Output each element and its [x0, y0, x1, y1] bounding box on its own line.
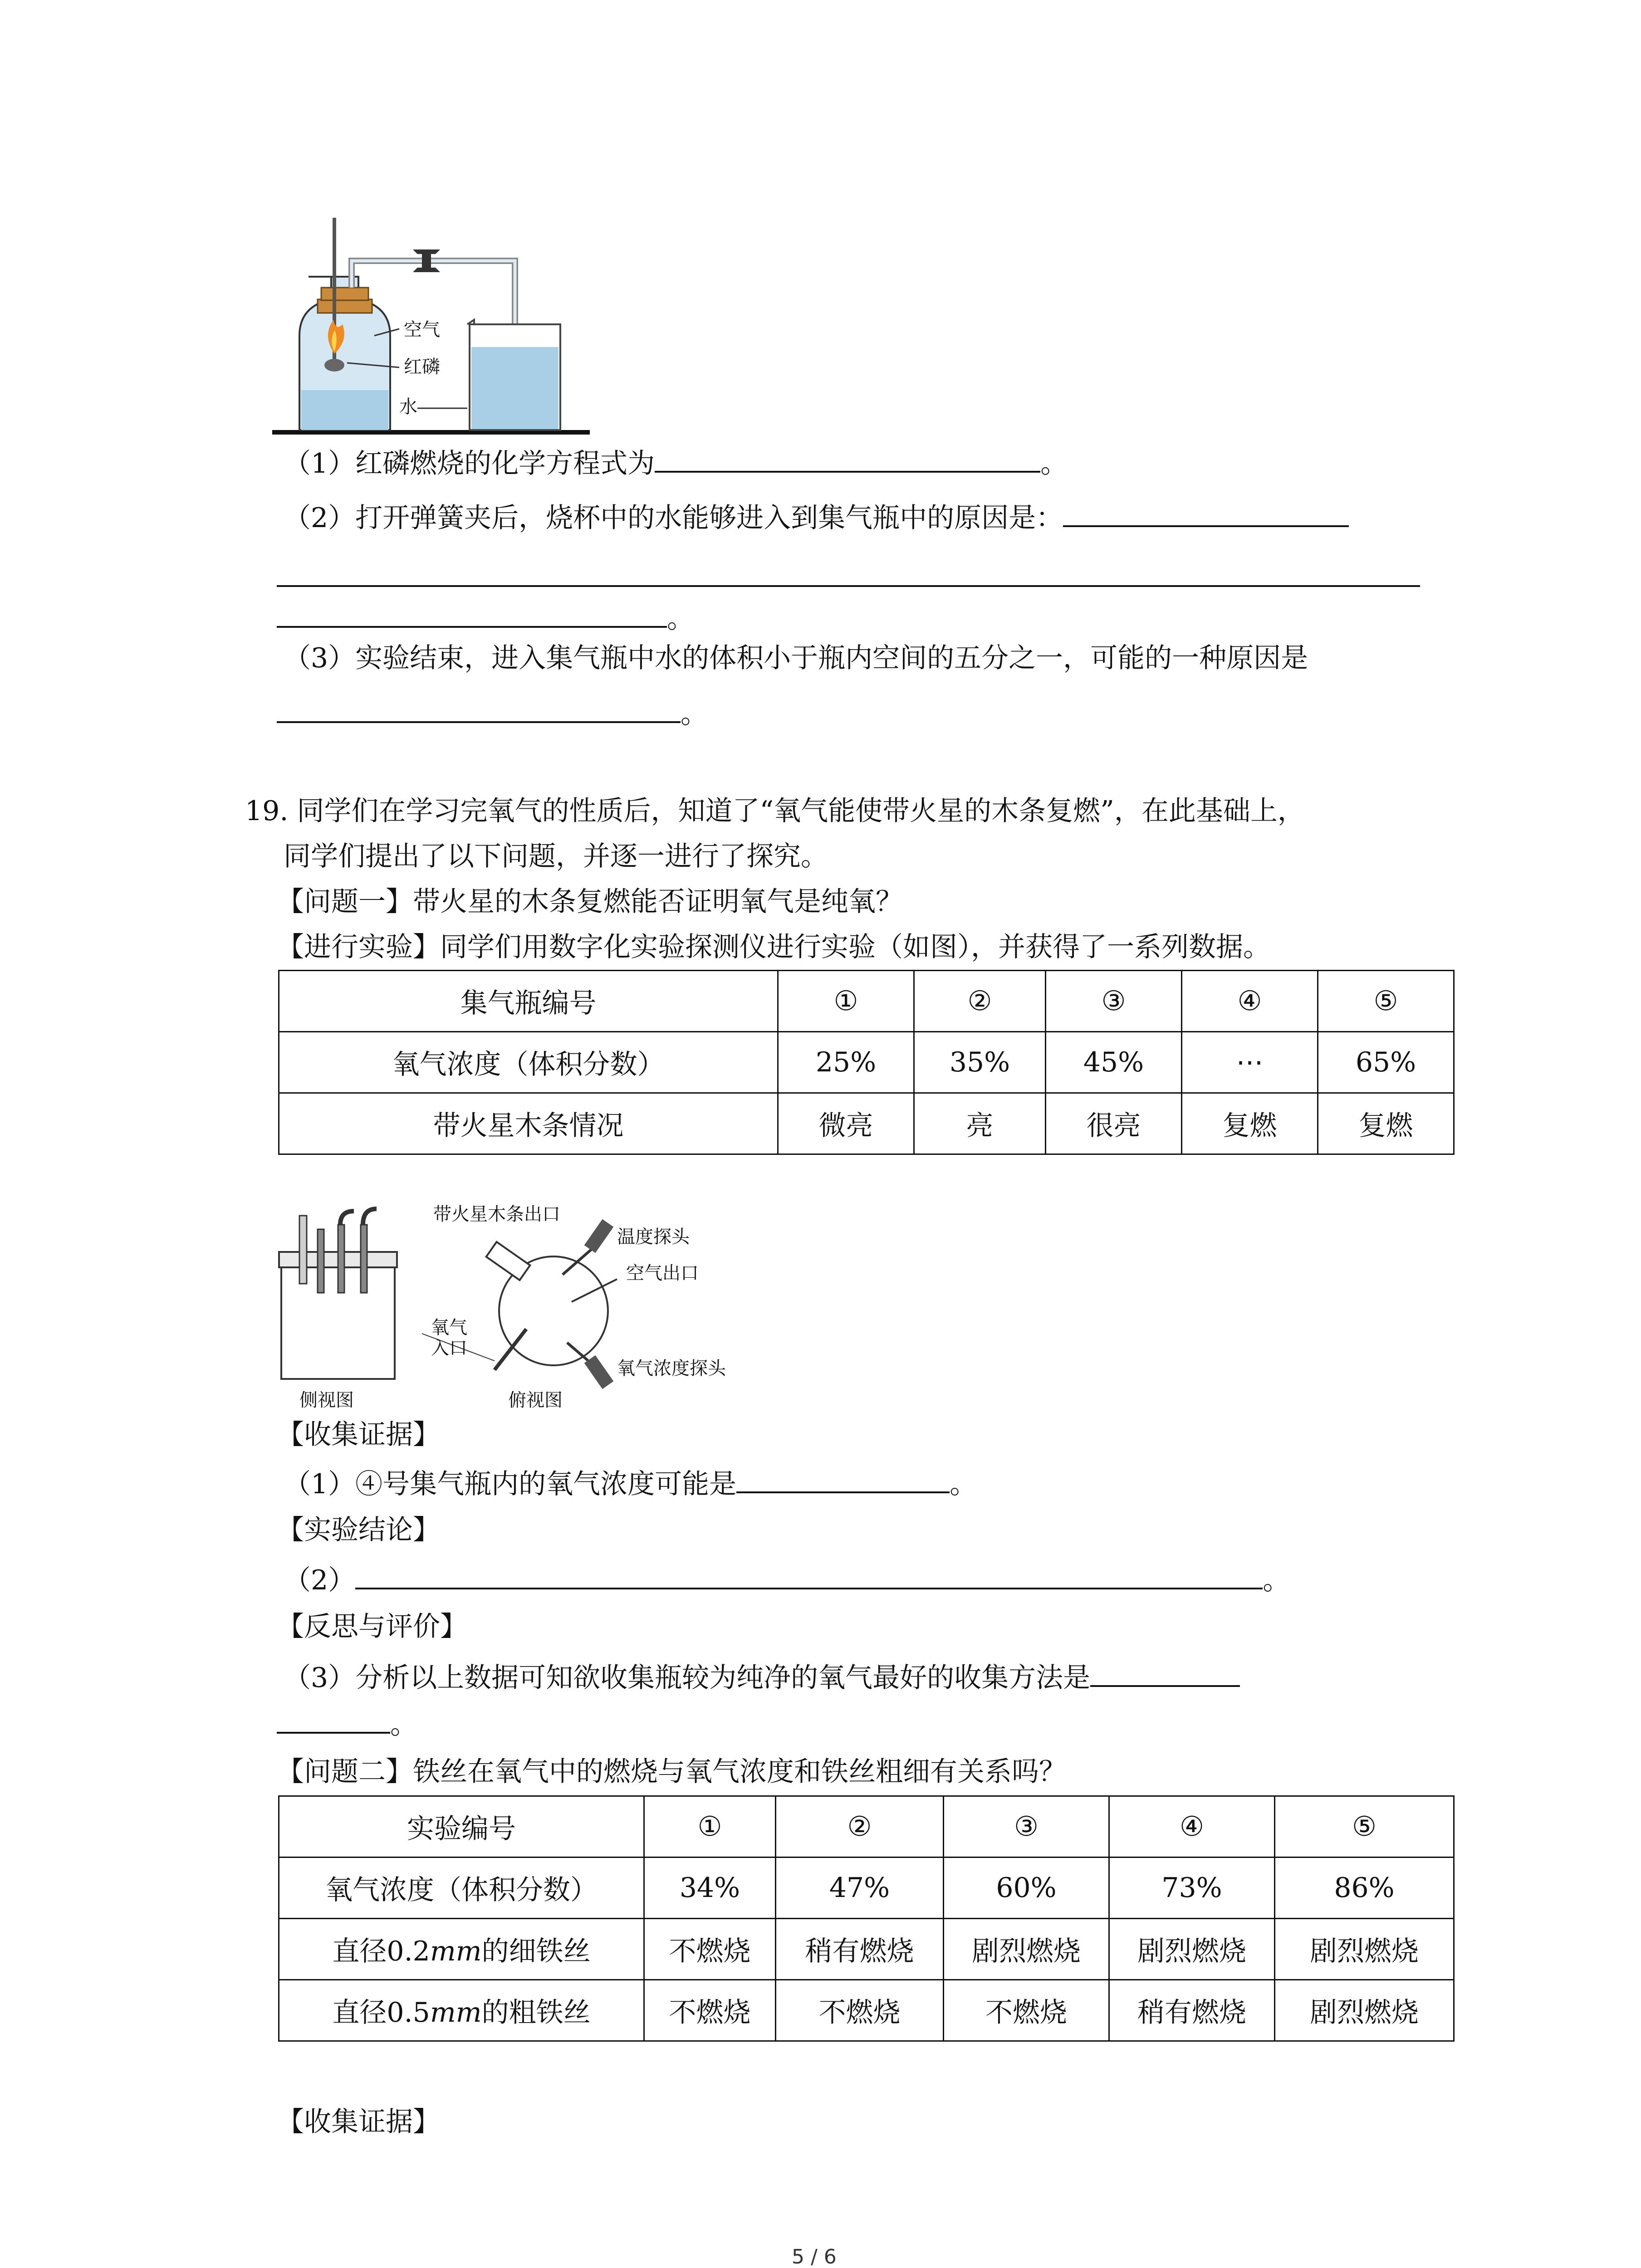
table-cell: 不燃烧: [776, 1980, 944, 2041]
table-cell: ②: [776, 1796, 944, 1857]
table-cell: 亮: [914, 1093, 1046, 1154]
answer-blank[interactable]: [655, 444, 1040, 473]
table-cell: 不燃烧: [644, 1919, 776, 1980]
iron-wire-combustion-table: [278, 1795, 1455, 2042]
table-cell: ①: [778, 971, 914, 1032]
table-cell: 带火星木条情况: [279, 1093, 778, 1154]
label-oxygen-inlet-2: 入口: [431, 1338, 467, 1359]
label-temperature-probe: 温度探头: [617, 1227, 690, 1247]
q19-problem1: 【问题一】带火星的木条复燃能否证明氧气是纯氧？: [277, 886, 903, 918]
table-cell: 直径0.2mm的细铁丝: [279, 1919, 644, 1980]
q19-experiment: 【进行实验】同学们用数字化实验探测仪进行实验（如图），并获得了一系列数据。: [277, 931, 1270, 963]
table-cell: 直径0.5mm的粗铁丝: [279, 1980, 644, 2041]
table-cell: 剧烈燃烧: [1275, 1980, 1454, 2041]
label-air-outlet: 空气出口: [626, 1263, 699, 1284]
label-phosphorus: 红磷: [404, 357, 440, 377]
section-collect-evidence-2: 【收集证据】: [277, 2106, 440, 2138]
table-cell: 不燃烧: [944, 1980, 1109, 2041]
table-cell: 65%: [1318, 1032, 1454, 1093]
table-row: [279, 971, 1454, 1032]
label-water: 水: [399, 396, 417, 417]
table-cell: 不燃烧: [644, 1980, 776, 2041]
table-cell: 35%: [914, 1032, 1046, 1093]
table-cell: 73%: [1109, 1857, 1275, 1919]
answer-blank[interactable]: [277, 585, 1420, 587]
table-cell: ④: [1109, 1796, 1275, 1857]
table-cell: 稍有燃烧: [776, 1919, 944, 1980]
table-cell: ③: [1046, 971, 1182, 1032]
answer-blank[interactable]: [277, 599, 667, 628]
table-cell: ④: [1182, 971, 1318, 1032]
section-conclusion: 【实验结论】: [277, 1514, 440, 1546]
q18-part1: （1）红磷燃烧的化学方程式为 。: [284, 444, 1068, 481]
answer-blank[interactable]: [277, 1705, 390, 1734]
q19-c2: （2） 。: [284, 1560, 1290, 1598]
table-cell: 氧气浓度（体积分数）: [279, 1857, 644, 1919]
q18-part3: （3）实验结束，进入集气瓶中水的体积小于瓶内空间的五分之一，可能的一种原因是: [284, 642, 1308, 674]
digital-detector-figure: [272, 1198, 780, 1415]
answer-blank[interactable]: [277, 694, 681, 723]
table-row: [279, 1980, 1454, 2041]
table-cell: 86%: [1275, 1857, 1454, 1919]
q19-c3-end: 。: [277, 1705, 417, 1742]
table-row: [279, 1093, 1454, 1154]
q19-c3: （3）分析以上数据可知欲收集瓶较为纯净的氧气最好的收集方法是: [284, 1658, 1240, 1695]
q18-part2: （2）打开弹簧夹后，烧杯中的水能够进入到集气瓶中的原因是：: [284, 498, 1349, 535]
label-air: 空气: [404, 319, 440, 340]
oxygen-concentration-table: [278, 970, 1455, 1155]
table-row: [279, 1032, 1454, 1093]
section-reflection: 【反思与评价】: [277, 1611, 467, 1642]
table-cell: 复燃: [1182, 1093, 1318, 1154]
table-cell: 34%: [644, 1857, 776, 1919]
table-cell: ③: [944, 1796, 1109, 1857]
label-oxygen-inlet-1: 氧气: [431, 1317, 467, 1338]
table-cell: 剧烈燃烧: [1109, 1919, 1275, 1980]
table-cell: 集气瓶编号: [279, 971, 778, 1032]
table-cell: 很亮: [1046, 1093, 1182, 1154]
label-top-view: 俯视图: [508, 1390, 563, 1411]
table-cell: 实验编号: [279, 1796, 644, 1857]
answer-blank[interactable]: [736, 1464, 950, 1493]
table-cell: ⑤: [1275, 1796, 1454, 1857]
phosphorus-apparatus-figure: [268, 209, 749, 445]
table-row: [279, 1857, 1454, 1919]
table-cell: 稍有燃烧: [1109, 1980, 1275, 2041]
table-cell: 剧烈燃烧: [944, 1919, 1109, 1980]
table-cell: 45%: [1046, 1032, 1182, 1093]
label-stick-outlet: 带火星木条出口: [433, 1204, 560, 1225]
q19-intro-line1: 19. 同学们在学习完氧气的性质后，知道了“氧气能使带火星的木条复燃”，在此基础上，: [245, 795, 1305, 827]
label-oxygen-probe: 氧气浓度探头: [617, 1358, 726, 1379]
table-cell: ⑤: [1318, 971, 1454, 1032]
table-cell: 氧气浓度（体积分数）: [279, 1032, 778, 1093]
q19-c1: （1）④号集气瓶内的氧气浓度可能是 。: [284, 1464, 977, 1501]
page-number: 5 / 6: [792, 2245, 837, 2268]
table-cell: 60%: [944, 1857, 1109, 1919]
table-cell: 剧烈燃烧: [1275, 1919, 1454, 1980]
table-cell: 复燃: [1318, 1093, 1454, 1154]
answer-blank[interactable]: [1090, 1658, 1240, 1687]
table-cell: 微亮: [778, 1093, 914, 1154]
table-cell: ②: [914, 971, 1046, 1032]
answer-blank[interactable]: [355, 1560, 1263, 1589]
section-collect-evidence: 【收集证据】: [277, 1419, 440, 1451]
table-row: [279, 1919, 1454, 1980]
table-cell: ⋯: [1182, 1032, 1318, 1093]
table-cell: 47%: [776, 1857, 944, 1919]
table-cell: ①: [644, 1796, 776, 1857]
q19-problem2: 【问题二】铁丝在氧气中的燃烧与氧气浓度和铁丝粗细有关系吗？: [277, 1756, 1066, 1788]
table-cell: 25%: [778, 1032, 914, 1093]
table-row: [279, 1796, 1454, 1857]
q19-intro-line2: 同学们提出了以下问题，并逐一进行了探究。: [284, 841, 828, 872]
label-side-view: 侧视图: [299, 1390, 354, 1411]
answer-blank[interactable]: [1063, 498, 1349, 527]
q18-part3-blank: 。: [277, 694, 708, 731]
q18-part2-end: 。: [277, 599, 694, 636]
